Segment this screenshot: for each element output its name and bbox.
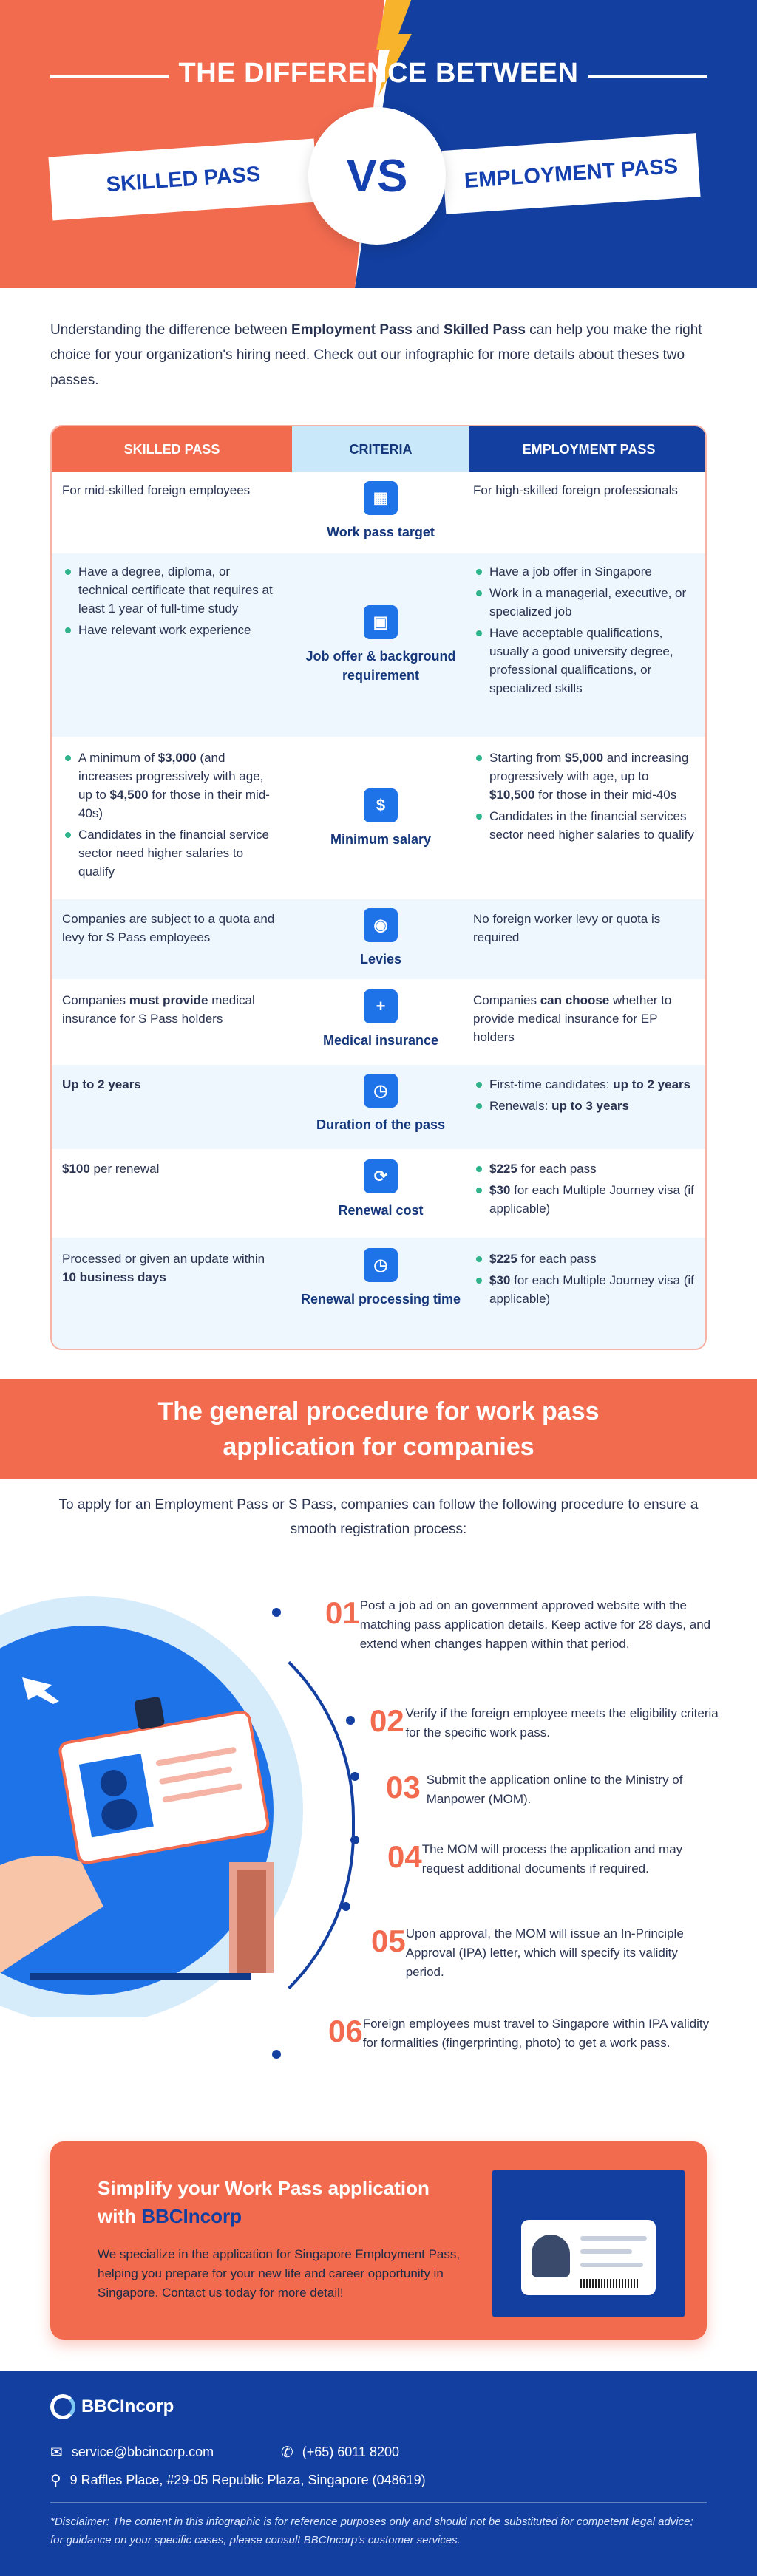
employment-cell xyxy=(473,1159,695,1221)
list-item: Renewals: up to 3 years xyxy=(473,1097,695,1115)
criteria-label: Medical insurance xyxy=(322,1033,439,1048)
list-item: Candidates in the financial service sector need higher salaries to qualify xyxy=(62,825,276,881)
table-row xyxy=(52,472,707,553)
footer xyxy=(0,2371,757,2576)
skilled-cell xyxy=(62,749,276,884)
employment-cell xyxy=(473,1250,695,1311)
list-item: Starting from $5,000 and increasing progressively with age, up to $10,500 for those in their mid-40s xyxy=(473,749,695,804)
cta-heading: Simplify your Work Pass application with BBCIncorp xyxy=(98,2177,430,2227)
renew-icon: ⟳ xyxy=(364,1159,398,1193)
disclaimer: *Disclaimer: The content in this infographic is for reference purposes only and should not be substituted for competent legal advice; for guidance on your specific cases, please consult BBCIncorp's customer services. xyxy=(50,2515,693,2546)
list-item: A minimum of $3,000 (and increases progressively with age, up to $4,500 for those in their mid-40s) xyxy=(62,749,276,822)
criteria-cell xyxy=(292,481,469,542)
procedure-intro: To apply for an Employment Pass or S Pass, companies can follow the following procedure to ensure a smooth registration process: xyxy=(58,1497,699,1537)
intro-paragraph: Understanding the difference between Employment Pass and Skilled Pass can help you make the right choice for your organization's hiring need. Check out our infographic for more details about theses two passes. xyxy=(50,322,702,388)
list-item: Have acceptable qualifications, usually a good university degree, professional qualifications, or specialized skills xyxy=(473,624,695,698)
procedure-step xyxy=(325,1596,724,1654)
criteria-label: Work pass target xyxy=(327,525,435,539)
criteria-cell xyxy=(292,605,469,685)
criteria-label: Renewal processing time xyxy=(300,1292,461,1306)
criteria-cell xyxy=(292,989,469,1050)
step-text: Verify if the foreign employee meets the eligibility criteria for the specific work pass. xyxy=(405,1706,719,1740)
skilled-cell: Up to 2 years xyxy=(62,1077,141,1091)
skilled-cell: Processed or given an update within 10 business days xyxy=(62,1252,265,1284)
list-item: $30 for each Multiple Journey visa (if applicable) xyxy=(473,1181,695,1218)
list-item: $225 for each pass xyxy=(473,1250,695,1268)
skilled-cell: For mid-skilled foreign employees xyxy=(62,483,251,497)
header-criteria: CRITERIA xyxy=(292,426,469,472)
list-item: First-time candidates: up to 2 years xyxy=(473,1075,695,1094)
criteria-label: Minimum salary xyxy=(330,832,432,847)
procedure-step xyxy=(328,2014,713,2053)
employment-cell: Companies can choose whether to provide medical insurance for EP holders xyxy=(473,993,672,1044)
procedure-title-line-2: application for companies xyxy=(223,1433,534,1461)
logo-text: BBCIncorp xyxy=(81,2396,174,2416)
list-item: Candidates in the financial services sector need higher salaries to qualify xyxy=(473,807,695,844)
criteria-label: Duration of the pass xyxy=(316,1117,445,1132)
vs-badge: VS xyxy=(308,107,446,245)
cta-body: We specialize in the application for Singapore Employment Pass, helping you prepare for your new life and career opportunity in Singapore. Contact us today for more detail! xyxy=(98,2247,461,2300)
criteria-cell xyxy=(292,908,469,969)
dollar-icon: $ xyxy=(364,788,398,822)
step-number: 04 xyxy=(387,1839,422,1874)
timeline-dot xyxy=(342,1902,350,1911)
hero-title: THE DIFFERENCE BETWEEN xyxy=(178,58,579,89)
step-text: Foreign employees must travel to Singapore within IPA validity for formalities (fingerprinting, photo) to get a work pass. xyxy=(362,2017,710,2050)
table-row xyxy=(52,979,707,1065)
procedure-banner xyxy=(0,1379,757,1479)
procedure-step xyxy=(370,1704,724,1742)
timeline-dot xyxy=(350,1836,359,1844)
procedure-title-line-1: The general procedure for work pass xyxy=(157,1397,600,1425)
coins-icon: ◉ xyxy=(364,908,398,942)
criteria-cell xyxy=(292,1248,469,1309)
list-item: $30 for each Multiple Journey visa (if applicable) xyxy=(473,1271,695,1308)
criteria-cell xyxy=(292,1074,469,1134)
comparison-table xyxy=(50,425,707,1350)
address: ⚲ 9 Raffles Place, #29-05 Republic Plaza, Singapore (048619) xyxy=(50,2473,426,2489)
timeline-dot xyxy=(346,1716,355,1725)
employment-pass-pill: EMPLOYMENT PASS xyxy=(441,133,700,214)
procedure-step xyxy=(371,1924,711,1982)
skilled-cell: $100 per renewal xyxy=(62,1162,160,1176)
criteria-label: Levies xyxy=(359,952,402,967)
mail-icon: ✉ xyxy=(50,2444,63,2461)
step-number: 01 xyxy=(325,1595,360,1630)
procedure-step xyxy=(387,1840,727,1878)
criteria-label: Renewal cost xyxy=(338,1203,424,1218)
table-row xyxy=(52,1238,707,1350)
timeline-dot xyxy=(272,2050,281,2059)
medical-icon: + xyxy=(364,989,398,1023)
skilled-cell: Companies must provide medical insurance for S Pass holders xyxy=(62,993,255,1026)
step-number: 03 xyxy=(386,1770,421,1805)
table-row xyxy=(52,553,707,737)
email-link[interactable]: ✉ service@bbcincorp.com xyxy=(50,2444,214,2461)
table-row xyxy=(52,899,707,979)
skilled-pass-pill: SKILLED PASS xyxy=(48,139,318,221)
step-text: The MOM will process the application and may request additional documents if required. xyxy=(421,1842,683,1875)
employee-card-illustration xyxy=(492,2170,685,2317)
hero-banner xyxy=(0,0,757,288)
step-text: Submit the application online to the Ministry of Manpower (MOM). xyxy=(426,1773,683,1806)
header-employment-pass: EMPLOYMENT PASS xyxy=(469,426,707,472)
header-skilled-pass: SKILLED PASS xyxy=(52,426,292,472)
list-item: $225 for each pass xyxy=(473,1159,695,1178)
brand-name: BBCIncorp xyxy=(141,2205,242,2227)
criteria-label: Job offer & background requirement xyxy=(305,649,456,683)
list-item: Have a job offer in Singapore xyxy=(473,562,695,581)
list-item: Have a degree, diploma, or technical certificate that requires at least 1 year of full-time study xyxy=(62,562,276,618)
employment-cell: No foreign worker levy or quota is required xyxy=(473,912,661,944)
step-text: Post a job ad on an government approved website with the matching pass application details. Keep active for 28 days, and extend when changes happen within that period. xyxy=(359,1598,711,1651)
step-number: 02 xyxy=(370,1703,404,1738)
criteria-cell xyxy=(292,788,469,849)
briefcase-icon: ▣ xyxy=(364,605,398,639)
employment-cell xyxy=(473,562,695,701)
table-row xyxy=(52,1065,707,1149)
table-row xyxy=(52,1149,707,1238)
timer-icon: ◷ xyxy=(364,1248,398,1282)
timeline-dot xyxy=(350,1772,359,1781)
timeline-dot xyxy=(272,1608,281,1617)
skilled-cell xyxy=(62,562,276,642)
table-row xyxy=(52,737,707,899)
criteria-cell xyxy=(292,1159,469,1220)
skilled-cell: Companies are subject to a quota and levy for S Pass employees xyxy=(62,912,275,944)
logo-icon xyxy=(50,2394,75,2419)
brand-logo[interactable] xyxy=(50,2394,174,2419)
avatar xyxy=(532,2235,570,2277)
clock-icon: ◷ xyxy=(364,1074,398,1108)
phone-icon: ✆ xyxy=(281,2444,293,2461)
barcode-icon xyxy=(580,2279,639,2288)
location-pin-icon: ⚲ xyxy=(50,2473,61,2489)
step-number: 05 xyxy=(371,1924,406,1958)
cta-box xyxy=(50,2141,707,2340)
step-text: Upon approval, the MOM will issue an In-Principle Approval (IPA) letter, which will specify its validity period. xyxy=(405,1926,684,1979)
list-item: Work in a managerial, executive, or specialized job xyxy=(473,584,695,621)
id-card-icon: ▦ xyxy=(364,481,398,515)
employment-cell xyxy=(473,749,695,847)
phone-link[interactable]: ✆ (+65) 6011 8200 xyxy=(281,2444,400,2461)
procedure-step xyxy=(386,1771,711,1809)
list-item: Have relevant work experience xyxy=(62,621,276,639)
footer-divider xyxy=(50,2502,707,2503)
step-number: 06 xyxy=(328,2014,363,2048)
employment-cell xyxy=(473,1075,695,1118)
id-card xyxy=(521,2220,656,2295)
employment-cell: For high-skilled foreign professionals xyxy=(473,483,678,497)
